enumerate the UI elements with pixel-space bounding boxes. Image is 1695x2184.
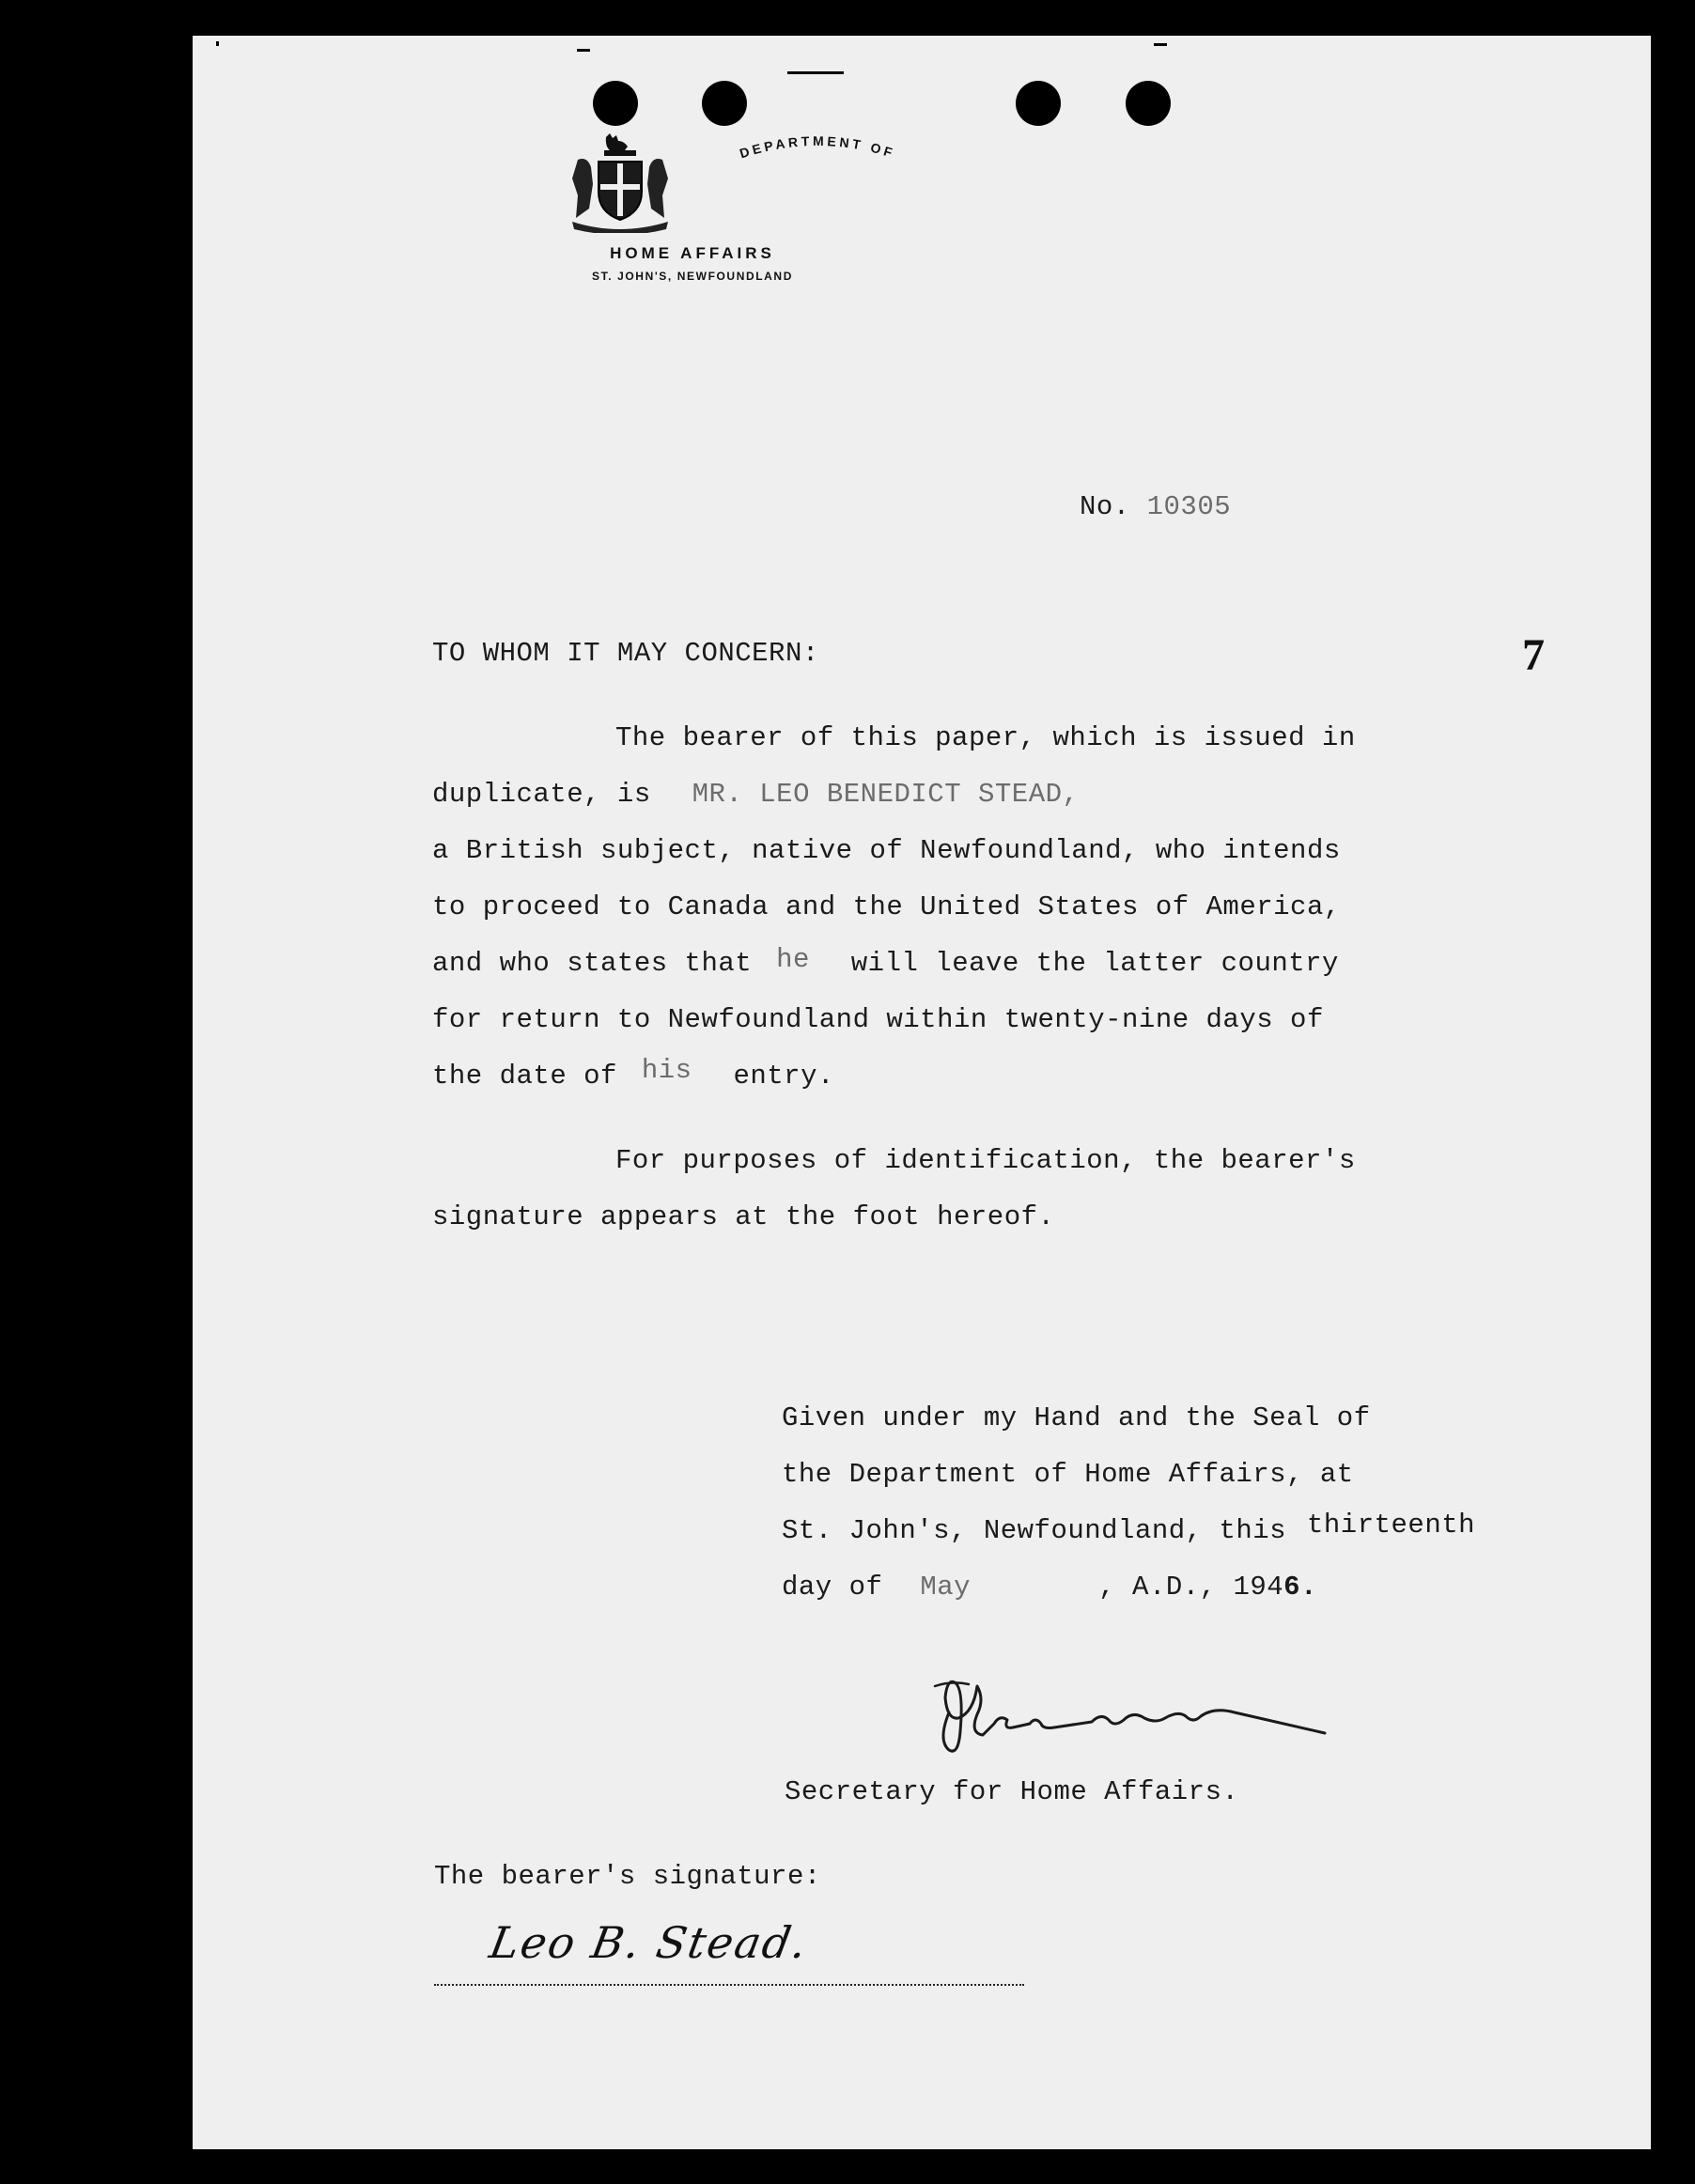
body-line: to proceed to Canada and the United States of America, — [432, 891, 1341, 922]
given-year-end: 6. — [1283, 1572, 1317, 1603]
bearer-signature: Leo B. Stead. — [486, 1917, 813, 1968]
body-line: a British subject, native of Newfoundland, who intends — [432, 835, 1341, 866]
document-page — [193, 36, 1651, 2149]
body-line — [432, 944, 1339, 979]
letterhead-arc-text — [676, 103, 958, 178]
given-line: the Department of Home Affairs, at — [782, 1459, 1354, 1490]
coat-of-arms-emblem — [570, 132, 670, 233]
reference-number — [1080, 491, 1231, 522]
punch-hole — [1016, 81, 1061, 126]
body-line: For purposes of identification, the bearer's — [615, 1145, 1356, 1176]
body-text: entry. — [733, 1061, 834, 1092]
scan-speck — [577, 49, 590, 52]
body-text: the date of — [432, 1061, 617, 1092]
body-line — [432, 1055, 834, 1092]
pronoun-subject: he — [776, 944, 810, 975]
body-line: signature appears at the foot hereof. — [432, 1201, 1055, 1232]
body-text: will leave the latter country — [850, 948, 1339, 979]
body-text: and who states that — [432, 948, 753, 979]
punch-hole — [1126, 81, 1171, 126]
given-line — [782, 1572, 1317, 1603]
signature-line — [434, 1984, 1024, 1986]
scan-speck — [160, 41, 165, 44]
body-line: The bearer of this paper, which is issued in — [615, 722, 1356, 753]
scan-speck — [216, 41, 219, 46]
scan-speck — [1154, 43, 1167, 46]
secretary-title: Secretary for Home Affairs. — [785, 1776, 1239, 1807]
scan-speck — [787, 71, 844, 74]
given-text: St. John's, Newfoundland, this — [782, 1515, 1287, 1546]
body-line: for return to Newfoundland within twenty-nine days of — [432, 1004, 1324, 1035]
reference-prefix: No. — [1080, 491, 1130, 522]
letterhead-title: HOME AFFAIRS — [610, 244, 775, 262]
bearer-signature-label: The bearer's signature: — [434, 1861, 821, 1892]
svg-text:DEPARTMENT OF: DEPARTMENT OF — [738, 132, 897, 162]
letterhead-address: ST. JOHN'S, NEWFOUNDLAND — [592, 270, 793, 283]
given-line: Given under my Hand and the Seal of — [782, 1402, 1371, 1433]
given-line — [782, 1510, 1476, 1546]
punch-hole — [593, 81, 638, 126]
given-month: May — [920, 1572, 972, 1603]
given-text: , A.D., 194 — [1098, 1572, 1284, 1603]
page-mark: 7 — [1522, 630, 1545, 680]
reference-value: 10305 — [1146, 491, 1232, 522]
body-text: duplicate, is — [432, 779, 651, 810]
pronoun-possessive: his — [641, 1055, 692, 1086]
body-line — [432, 779, 1079, 810]
secretary-signature — [916, 1647, 1480, 1769]
given-text: day of — [782, 1572, 883, 1603]
salutation: TO WHOM IT MAY CONCERN: — [432, 638, 819, 669]
given-day: thirteenth — [1307, 1510, 1476, 1541]
bearer-name: MR. LEO BENEDICT STEAD, — [692, 779, 1080, 810]
